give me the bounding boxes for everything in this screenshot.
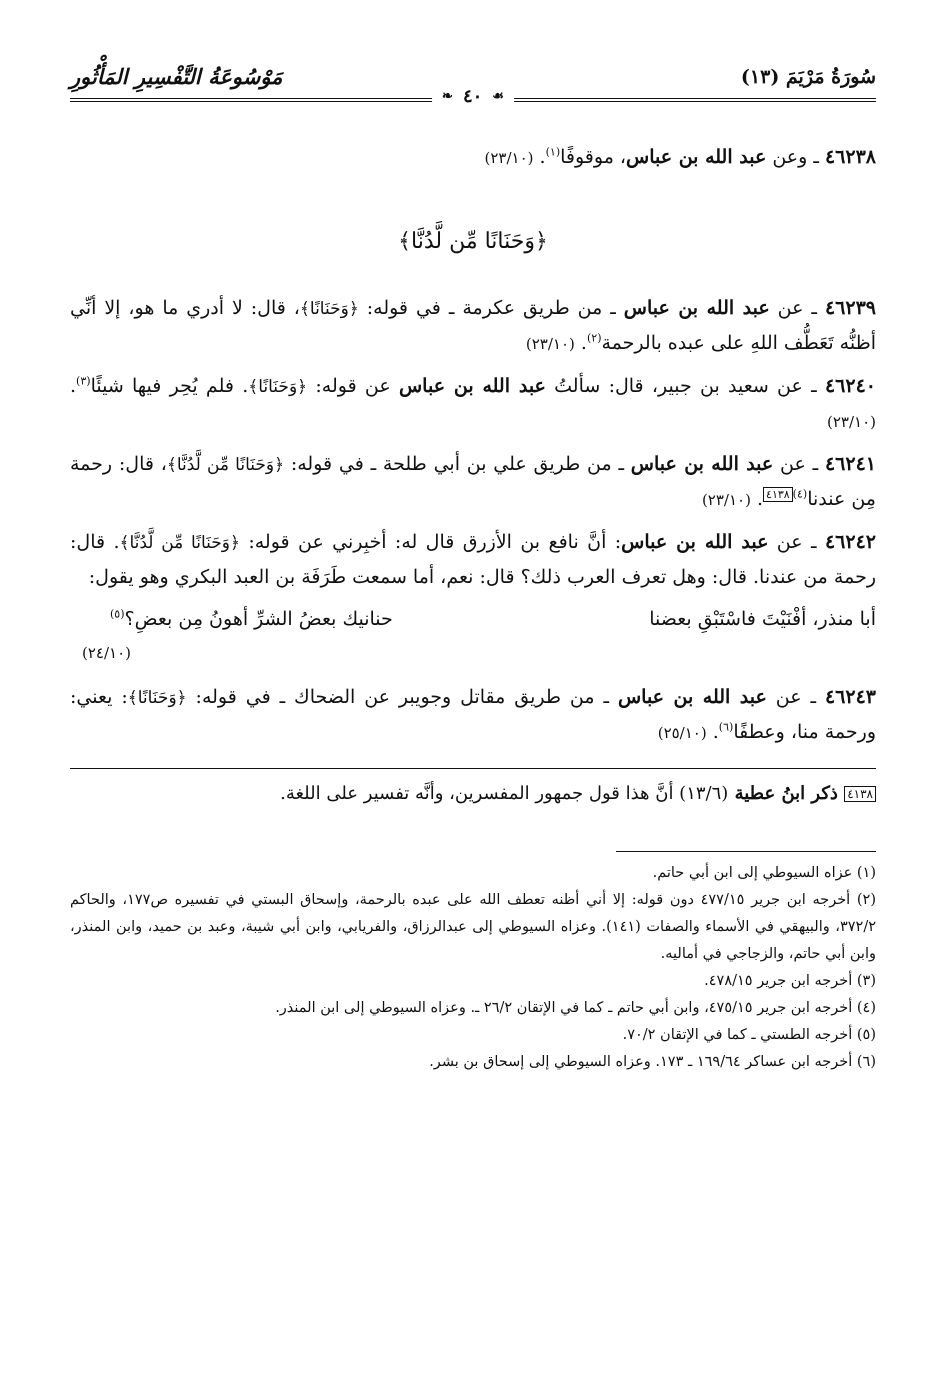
commentary-lead: ذكر ابنُ عطية bbox=[728, 783, 845, 804]
entry-text: . bbox=[574, 332, 587, 354]
surah-title: سُورَةُ مَرْيَمَ (١٣) bbox=[740, 66, 876, 88]
volume-reference: (٢٣/١٠) bbox=[827, 413, 876, 431]
book-title: مَوْسُوعَةُ التَّفْسِيرِ المَأْثُورِ bbox=[70, 64, 283, 89]
commentary-reference-box: ٤١٣٨ bbox=[763, 487, 793, 502]
entry-text: . قال: رحمة من عندنا. قال: وهل تعرف العرب ذلك؟ قال: نعم، أما سمعت طَرَفَة بن العبد البكري وهو يقول: bbox=[70, 531, 876, 588]
entry-number: ٤٦٢٤٢ bbox=[824, 531, 876, 553]
volume-reference: (٢٤/١٠) bbox=[82, 644, 131, 662]
page-number: ٤٠ bbox=[462, 86, 483, 107]
entry-number: ٤٦٢٣٩ bbox=[824, 297, 876, 319]
entry-text: ـ عن bbox=[766, 686, 825, 708]
footnote: (٥) أخرجه الطستي ـ كما في الإتقان ٧٠/٢. bbox=[622, 1027, 876, 1043]
entry-text: ، موقوفًا bbox=[560, 146, 627, 168]
footnotes bbox=[70, 860, 876, 1076]
entry-46241 bbox=[70, 447, 876, 517]
ornament-icon: ❧ bbox=[442, 89, 453, 104]
footnote-marker: (٦) bbox=[718, 720, 734, 734]
page bbox=[70, 58, 876, 1076]
quran-quote: ﴿وَحَنَانًا مِّن لَّدُنَّا﴾ bbox=[119, 533, 240, 553]
entry-text: . فلم يُحِر فيها شيئًا bbox=[90, 375, 249, 397]
footnote: (١) عزاه السيوطي إلى ابن أبي حاتم. bbox=[652, 865, 876, 881]
entry-text: ـ من طريق عكرمة ـ في قوله: bbox=[358, 297, 624, 319]
entry-text: ، قال: رحمة مِن عندنا bbox=[70, 453, 876, 510]
entry-text: ـ وعن bbox=[766, 146, 825, 168]
page-header bbox=[70, 58, 876, 106]
entry-46239 bbox=[70, 291, 876, 361]
entry-46240 bbox=[70, 369, 876, 439]
entry-number: ٤٦٢٣٨ bbox=[824, 146, 876, 168]
verse-heading: ﴿وَحَنَانًا مِّن لَّدُنَّا﴾ bbox=[398, 229, 548, 254]
volume-reference: (٢٣/١٠) bbox=[525, 335, 575, 353]
footnote-marker: (٣) bbox=[76, 374, 91, 388]
entry-46238 bbox=[70, 140, 876, 175]
entry-text: ـ من طريق علي بن أبي طلحة ـ في قوله: bbox=[284, 453, 631, 475]
entry-text: . bbox=[706, 721, 719, 743]
entry-text: ـ من طريق مقاتل وجويبر عن الضحاك ـ في قوله: bbox=[186, 686, 618, 708]
volume-reference: (٢٥/١٠) bbox=[657, 724, 707, 742]
narrator-name: عبد الله بن عباس bbox=[621, 531, 769, 553]
entry-text: ، قال: لا أدري ما هو، إلا أنِّي أظنُّه تَعَطُّف اللهِ على عبده بالرحمة bbox=[70, 297, 876, 354]
entry-text: . bbox=[70, 375, 77, 397]
commentary-separator bbox=[70, 768, 876, 769]
entry-text: ـ عن bbox=[769, 297, 825, 319]
entry-text: : أنَّ نافع بن الأزرق قال له: أخبِرني عن قوله: bbox=[239, 531, 622, 553]
ornament-icon: ☙ bbox=[492, 89, 504, 104]
entry-text: . bbox=[750, 488, 764, 510]
entry-number: ٤٦٢٤٣ bbox=[824, 686, 876, 708]
footnote-marker: (١) bbox=[545, 145, 561, 159]
volume-reference: (٢٣/١٠) bbox=[701, 491, 751, 509]
commentary-number-box: ٤١٣٨ bbox=[844, 786, 876, 802]
poem-hemistich bbox=[110, 602, 393, 636]
commentary-note bbox=[70, 777, 876, 811]
narrator-name: عبد الله بن عباس bbox=[630, 453, 774, 475]
narrator-name: عبد الله بن عباس bbox=[617, 686, 767, 708]
narrator-name: عبد الله بن عباس bbox=[626, 146, 767, 168]
poem-hemistich-text: أبا منذر، أفْنَيْتَ فاسْتَبْقِ بعضنا bbox=[649, 608, 876, 630]
narrator-name: عبد الله بن عباس bbox=[398, 375, 546, 397]
commentary-text: (١٣/٦) أنَّ هذا قول جمهور المفسرين، وأنَّه تفسير على اللغة. bbox=[280, 783, 729, 804]
entry-number: ٤٦٢٤١ bbox=[824, 453, 876, 475]
quran-quote: ﴿وَحَنَانًا مِّن لَّدُنَّا﴾ bbox=[166, 455, 285, 475]
quran-quote: ﴿وَحَنَانًا﴾ bbox=[248, 377, 308, 397]
entry-46243 bbox=[70, 680, 876, 750]
footnote: (٤) أخرجه ابن جرير ٤٧٥/١٥، وابن أبي حاتم ـ كما في الإتقان ٢٦/٢ ـ. وعزاه السيوطي إلى ابن المنذر. bbox=[275, 1000, 876, 1016]
page-number-block bbox=[432, 86, 514, 107]
footnote: (٢) أخرجه ابن جرير ٤٧٧/١٥ دون قوله: إلا أني أظنه تعطف الله على عبده بالرحمة، وإسحاق البستي في تفسيره ص١٧٧، والحاكم ٣٧٢/٢، والبيهقي في الأسماء والصفات (١٤١). وعزاه السيوطي إلى عبدالرزاق، والفريابي، وابن أبي شيبة، وعبد بن حميد، وابن المنذر، وابن أبي حاتم، والزجاجي في أماليه. bbox=[70, 892, 876, 962]
entry-text: : يعني: ورحمة منا، وعطفًا bbox=[70, 686, 876, 743]
entry-text: ـ عن bbox=[773, 453, 825, 475]
footnote-marker: (٢) bbox=[586, 331, 602, 345]
quran-quote: ﴿وَحَنَانًا﴾ bbox=[299, 299, 359, 319]
entry-text: ـ عن سعيد بن جبير، قال: سألتُ bbox=[545, 375, 825, 397]
entry-text: عن قوله: bbox=[307, 375, 399, 397]
footnote-marker: (٥) bbox=[110, 607, 125, 621]
narrator-name: عبد الله بن عباس bbox=[623, 297, 770, 319]
entry-46242 bbox=[70, 525, 876, 594]
poem-hemistich bbox=[649, 602, 876, 636]
footnote: (٣) أخرجه ابن جرير ٤٧٨/١٥. bbox=[704, 973, 876, 989]
footnote: (٦) أخرجه ابن عساكر ١٦٩/٦٤ ـ ١٧٣. وعزاه السيوطي إلى إسحاق بن بشر. bbox=[429, 1054, 876, 1070]
entry-number: ٤٦٢٤٠ bbox=[824, 375, 876, 397]
footnote-rule bbox=[616, 851, 876, 852]
footnote-marker: (٤) bbox=[792, 487, 808, 501]
entry-text: . bbox=[533, 146, 546, 168]
volume-reference: (٢٣/١٠) bbox=[484, 149, 534, 167]
quran-quote: ﴿وَحَنَانًا﴾ bbox=[127, 688, 187, 708]
entry-text: ـ عن bbox=[768, 531, 825, 553]
poem-verse bbox=[70, 602, 876, 636]
poem-hemistich-text: حنانيك بعضُ الشرِّ أهونُ مِن بعضِ؟ bbox=[124, 608, 393, 630]
